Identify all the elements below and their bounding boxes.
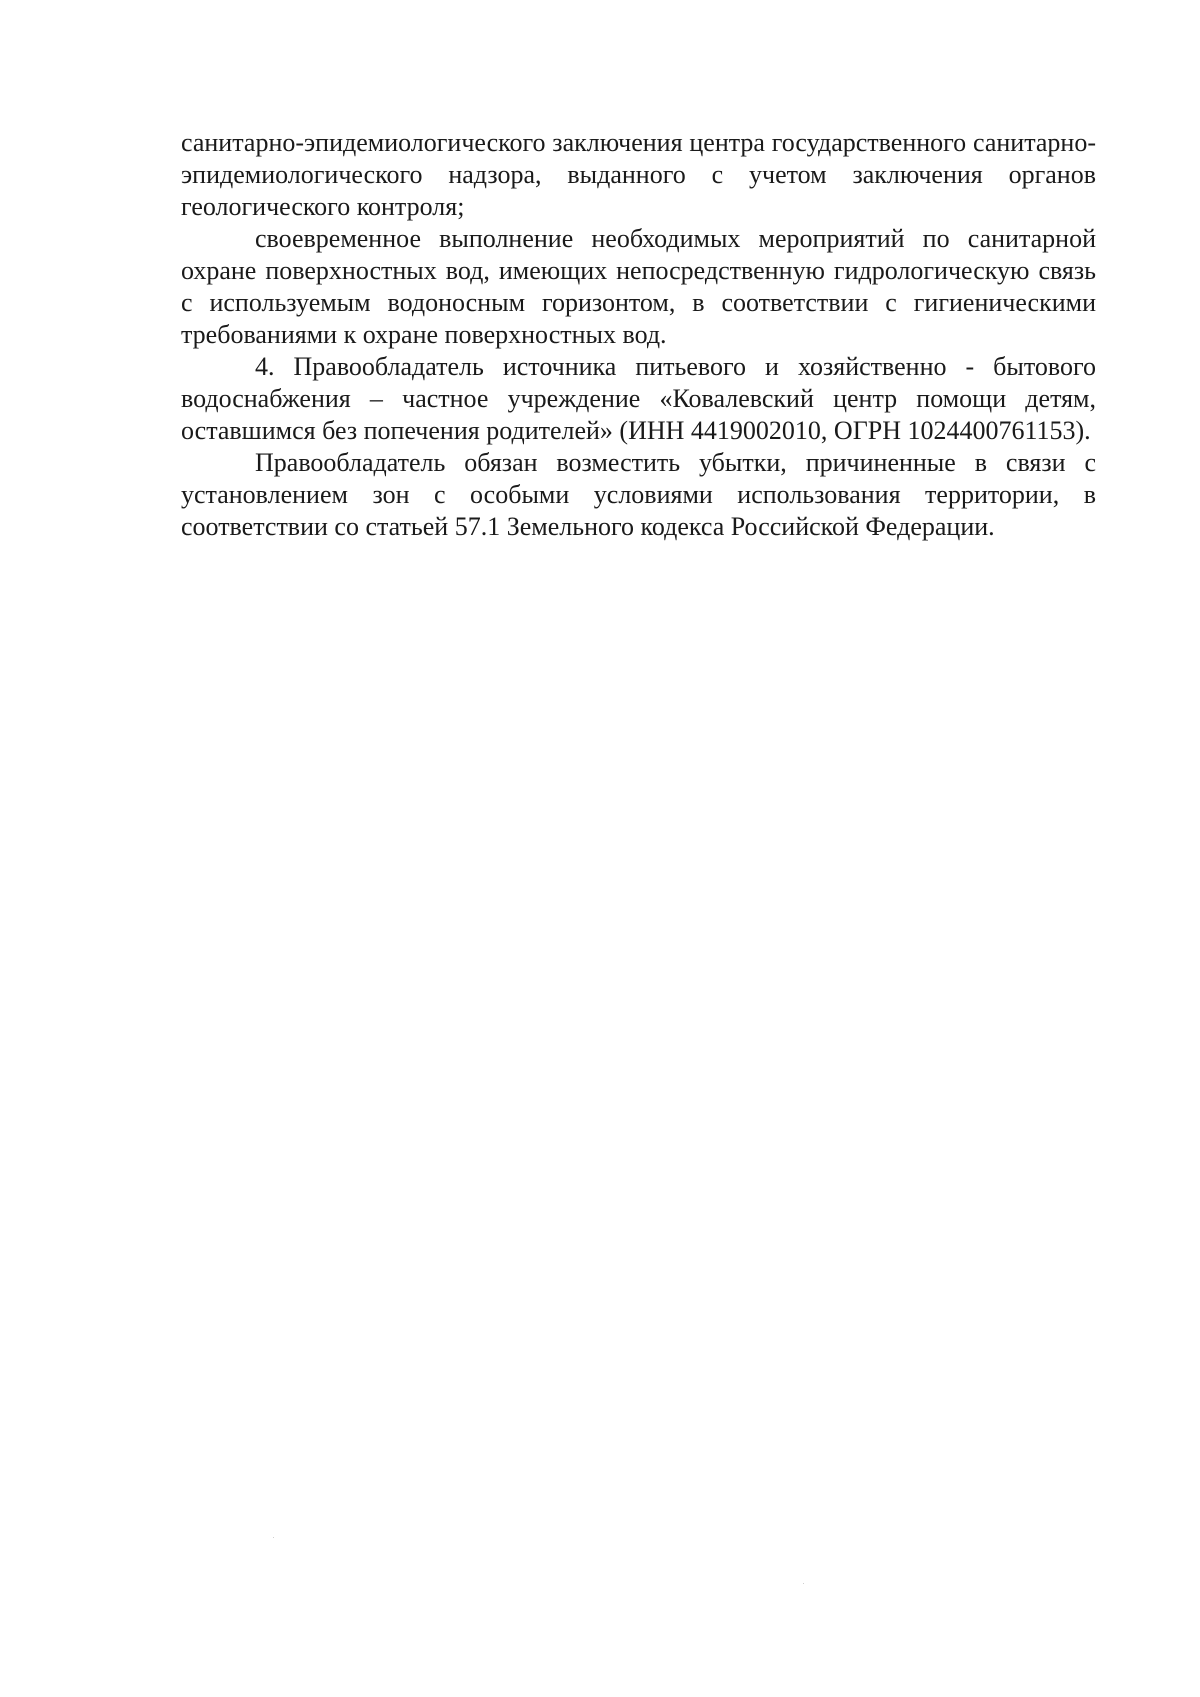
paragraph-compensation-obligation: Правообладатель обязан возместить убытки, причиненные в связи с установлением зон с особыми условиями использования территории, в соответствии со статьей 57.1 Земельного кодекса Российской Федерации. (181, 448, 1096, 541)
scan-speck (803, 1583, 804, 1584)
document-body (181, 127, 1096, 543)
paragraph-sanitary-conclusion: санитарно-эпидемиологического заключения центра государственного санитарно-эпидемиологического надзора, выданного с учетом заключения органов геологического контроля; (181, 128, 1096, 221)
scan-speck (273, 1537, 274, 1538)
paragraph-right-holder: 4. Правообладатель источника питьевого и хозяйственно - бытового водоснабжения – частное учреждение «Ковалевский центр помощи детям, оставшимся без попечения родителей» (ИНН 4419002010, ОГРН 1024400761153). (181, 352, 1096, 445)
paragraph-surface-water-protection: своевременное выполнение необходимых мероприятий по санитарной охране поверхностных вод, имеющих непосредственную гидрологическую связь с используемым водоносным горизонтом, в соответствии с гигиеническими требованиями к охране поверхностных вод. (181, 224, 1096, 349)
